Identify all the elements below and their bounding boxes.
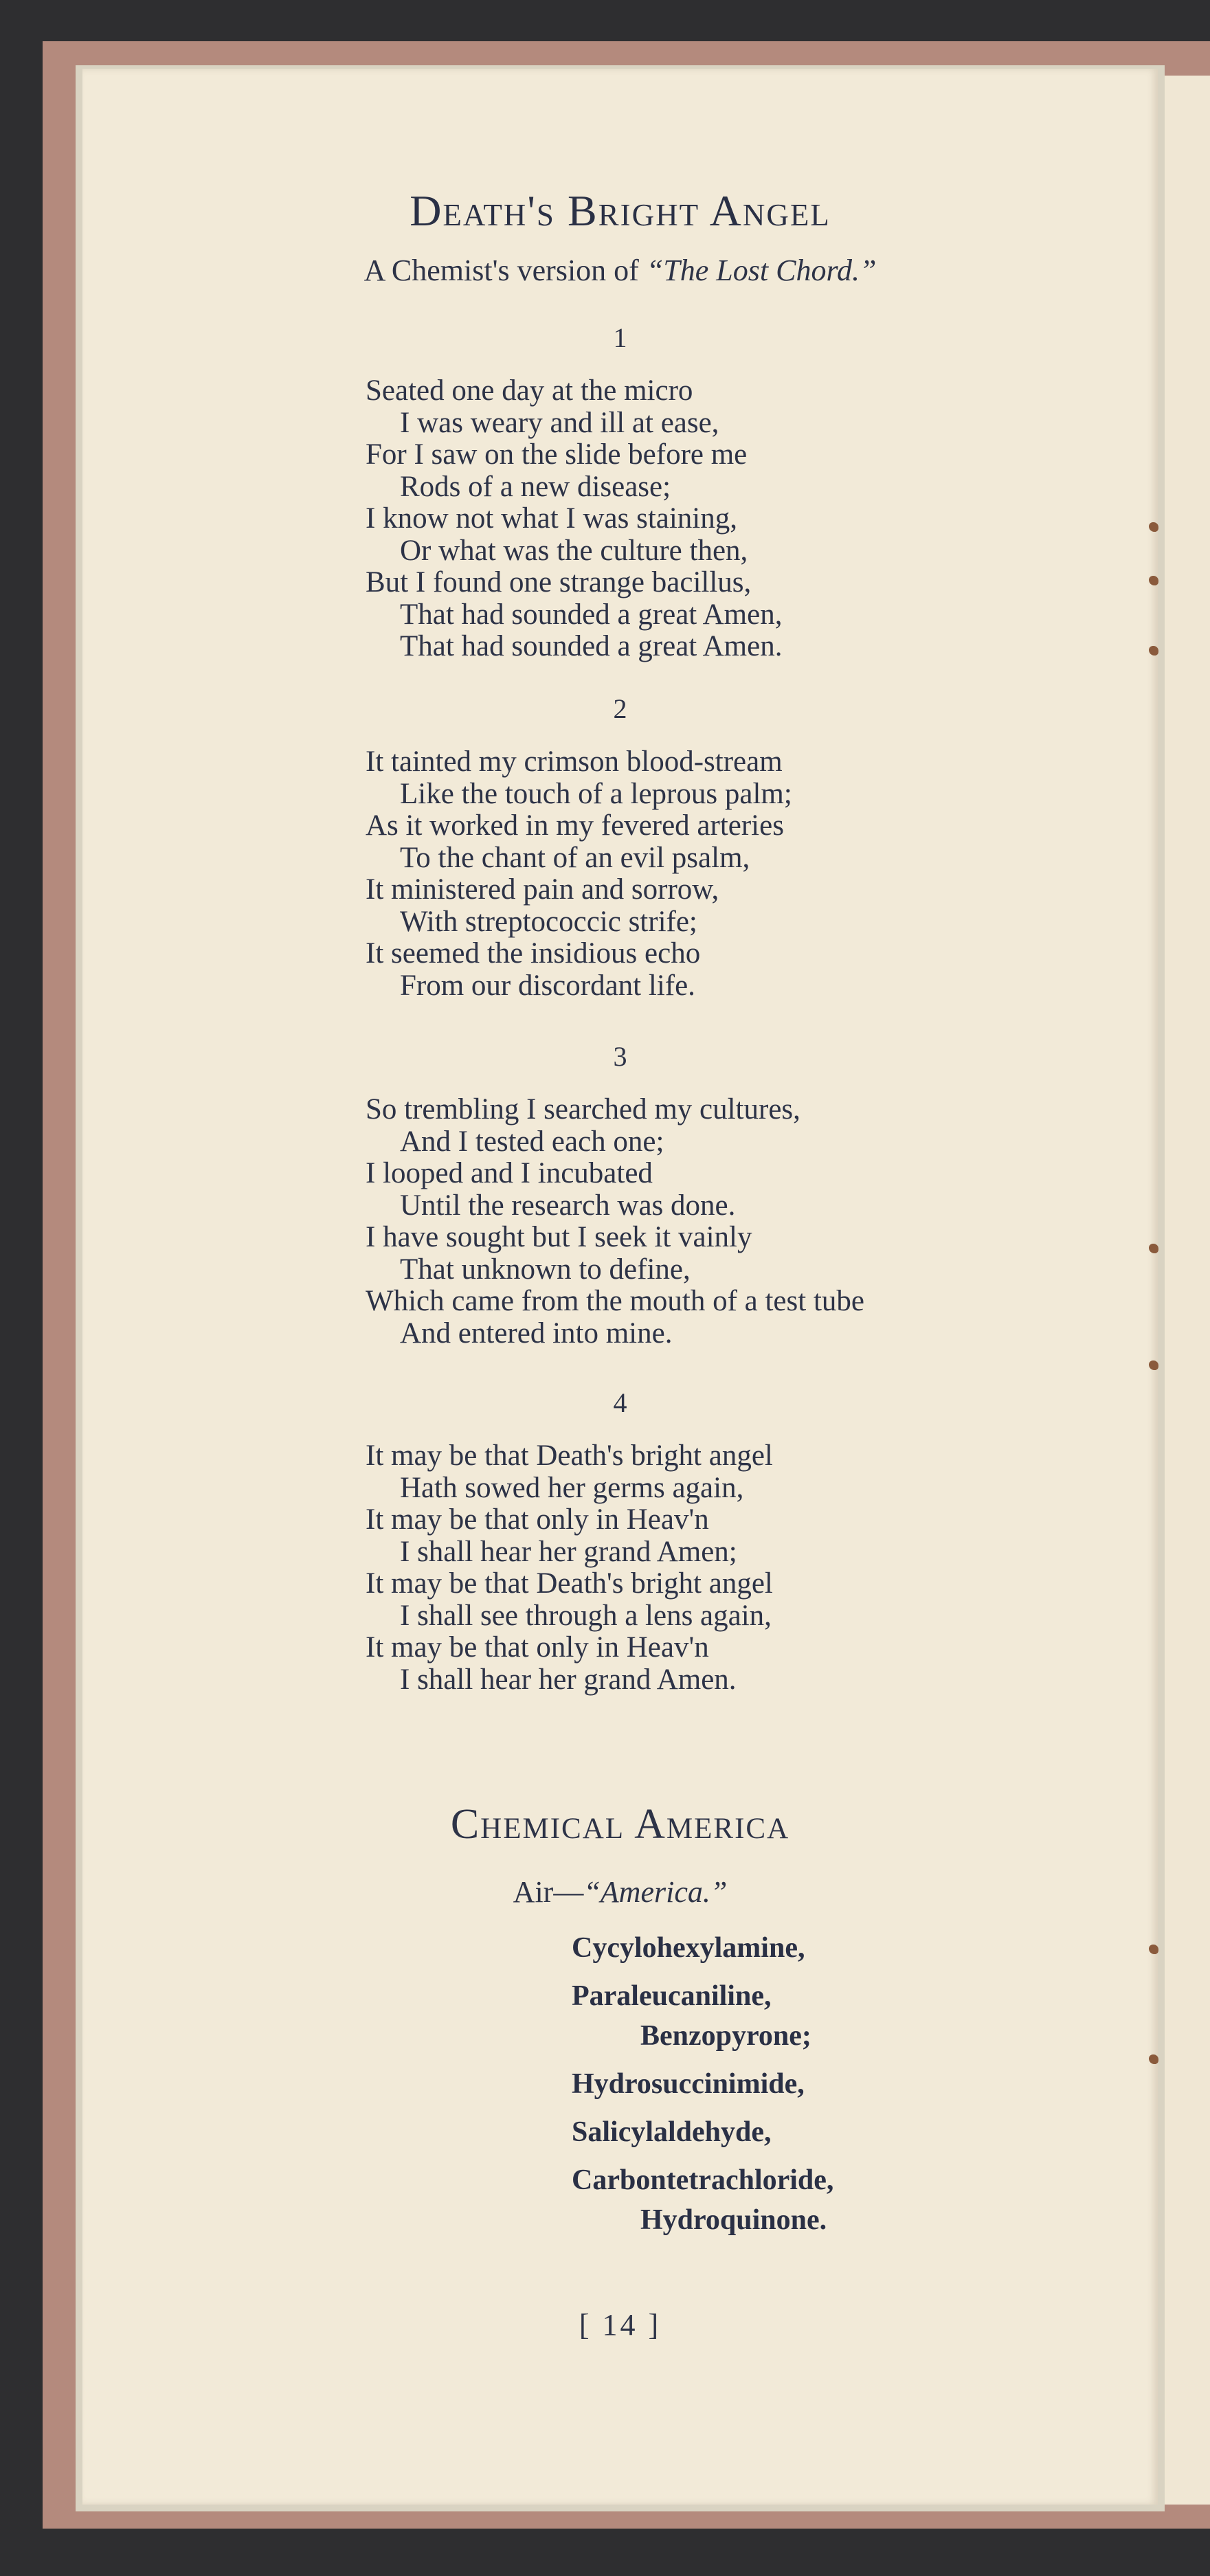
poem-line: Until the research was done.	[400, 1189, 736, 1222]
booklet-page	[82, 69, 1158, 2505]
binding-stitch	[1149, 646, 1158, 656]
stanza-4	[366, 1440, 773, 1696]
stanza-number: 3	[613, 1041, 627, 1072]
binding-stitch	[1149, 2054, 1158, 2064]
poem-line: I looped and I incubated	[366, 1157, 653, 1189]
page-number: [ 14 ]	[579, 2308, 662, 2342]
poem-line: That unknown to define,	[400, 1253, 691, 1286]
poem-line: To the chant of an evil psalm,	[400, 841, 750, 874]
binding-stitch	[1149, 522, 1158, 532]
poem-line: With streptococcic strife;	[400, 905, 697, 938]
poem-line: I shall see through a lens again,	[400, 1599, 772, 1632]
poem-line: That had sounded a great Amen,	[400, 598, 783, 631]
poem-line: I shall hear her grand Amen;	[400, 1535, 737, 1568]
binding-stitch	[1149, 1360, 1158, 1370]
stanza-number: 4	[613, 1387, 627, 1418]
stanza-1	[366, 375, 782, 663]
binding-stitch	[1149, 1244, 1158, 1253]
poem-line: As it worked in my fevered arteries	[366, 809, 784, 842]
stanza-number: 2	[613, 693, 627, 724]
section-title: Chemical America	[450, 1801, 790, 1848]
air-prefix: Air—	[513, 1875, 584, 1909]
poem-line: So trembling I searched my cultures,	[366, 1093, 800, 1125]
binding-stitch	[1149, 576, 1158, 585]
chemical-line: Hydrosuccinimide,	[572, 2068, 805, 2100]
poem-line: I was weary and ill at ease,	[400, 406, 719, 439]
chemical-line: Carbontetrachloride,	[572, 2164, 834, 2196]
poem-line: It may be that Death's bright angel	[366, 1440, 773, 1472]
poem-line: It may be that Death's bright angel	[366, 1567, 773, 1600]
poem-line: And I tested each one;	[400, 1125, 664, 1158]
poem-title: Death's Bright Angel	[410, 186, 831, 235]
chemical-list	[572, 1928, 833, 2240]
poem-line: It ministered pain and sorrow,	[366, 873, 719, 906]
poem-line: But I found one strange bacillus,	[366, 566, 752, 598]
chemical-line: Hydroquinone.	[640, 2204, 827, 2236]
poem-line: It may be that only in Heav'n	[366, 1503, 709, 1536]
stanza-number: 1	[613, 322, 627, 353]
poem-line: I have sought but I seek it vainly	[366, 1221, 752, 1253]
poem-line: It may be that only in Heav'n	[366, 1631, 709, 1664]
poem-subtitle	[82, 253, 1158, 288]
poem-line: I know not what I was staining,	[366, 502, 738, 535]
poem-line: Like the touch of a leprous palm;	[400, 777, 792, 810]
chemical-line: Cycylohexylamine,	[572, 1932, 805, 1964]
poem-line: Which came from the mouth of a test tube	[366, 1285, 864, 1317]
poem-line: It tainted my crimson blood-stream	[366, 746, 783, 778]
binding-stitch	[1149, 1945, 1158, 1954]
facing-page-edge	[1160, 76, 1210, 2505]
poem-line: For I saw on the slide before me	[366, 438, 748, 471]
air-work: “America.”	[583, 1875, 728, 1909]
chemical-line: Paraleucaniline,	[572, 1980, 772, 2012]
poem-line: And entered into mine.	[400, 1317, 673, 1349]
poem-line: Hath sowed her germs again,	[400, 1471, 744, 1504]
poem-line: I shall hear her grand Amen.	[400, 1663, 737, 1696]
poem-line: Rods of a new disease;	[400, 470, 671, 503]
stanza-3	[366, 1094, 864, 1349]
poem-line: From our discordant life.	[400, 969, 695, 1002]
stanza-2	[366, 746, 792, 1002]
poem-line: It seemed the insidious echo	[366, 937, 701, 970]
poem-line: Or what was the culture then,	[400, 534, 748, 567]
chemical-line: Salicylaldehyde,	[572, 2116, 772, 2148]
poem-line: Seated one day at the micro	[366, 374, 693, 407]
subtitle-work: “The Lost Chord.”	[646, 254, 877, 287]
chemical-line: Benzopyrone;	[640, 2020, 811, 2052]
poem-line: That had sounded a great Amen.	[400, 630, 783, 662]
subtitle-prefix: A Chemist's version of	[363, 254, 647, 287]
air-note	[82, 1874, 1158, 1909]
